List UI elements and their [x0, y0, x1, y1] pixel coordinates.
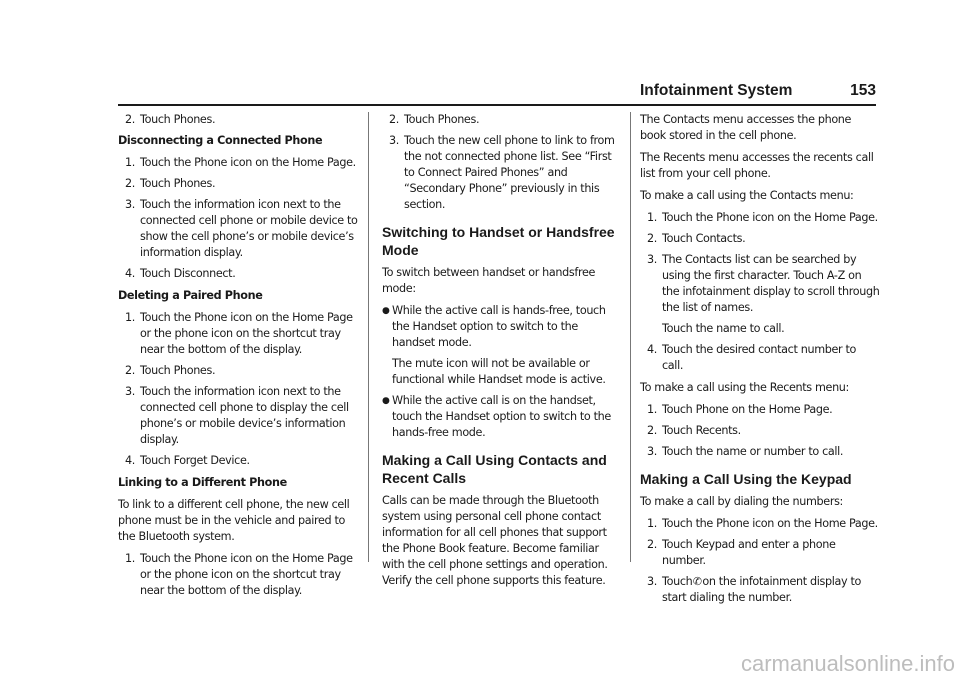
list-item: 2. Touch Contacts. — [647, 232, 746, 245]
list-item: 4. Touch Forget Device. — [125, 454, 250, 467]
section-title: Infotainment System — [640, 82, 793, 99]
list-item: 1. Touch the Phone icon on the Home Page or the phone icon on the shortcut tray near the bottom of the display. — [125, 552, 353, 597]
page-number: 153 — [850, 82, 876, 99]
heading-keypad: Making a Call Using the Keypad — [640, 471, 852, 487]
column-1 — [118, 112, 358, 605]
contacts-description: The Contacts menu accesses the phone book stored in the cell phone. — [640, 113, 852, 142]
list-item: 2. Touch Phones. — [389, 113, 480, 126]
list-item: 3. Touch the information icon next to the connected cell phone or mobile device to show the cell phone’s or mobile device’s information display. — [125, 198, 358, 259]
list-item: 2. Touch Phones. — [125, 364, 216, 377]
list-item: 2. Touch Recents. — [647, 424, 741, 437]
linking-intro: To link to a different cell phone, the new cell phone must be in the vehicle and paired to the Bluetooth system. — [118, 498, 350, 543]
list-item: 3. Touch✆on the infotainment display to start dialing the number. — [647, 575, 862, 604]
list-item: 3. The Contacts list can be searched by using the first character. Touch A-Z on the infotainment display to scroll through the list of names. Touch the name to call. — [647, 253, 880, 335]
subheading-delete: Deleting a Paired Phone — [118, 289, 263, 302]
bullet-icon: ● — [382, 306, 390, 316]
delete-steps — [118, 310, 358, 469]
recents-steps — [640, 402, 880, 460]
list-item: 2. Touch Phones. — [125, 113, 216, 126]
list-item: 1. Touch Phone on the Home Page. — [647, 403, 833, 416]
column-divider — [368, 112, 369, 562]
heading-switching: Switching to Handset or Handsfree Mode — [382, 224, 615, 258]
keypad-steps — [640, 516, 880, 606]
list-item: 2. Touch Phones. — [125, 177, 216, 190]
subheading-disconnect: Disconnecting a Connected Phone — [118, 134, 323, 147]
bullet-icon: ● — [382, 396, 390, 406]
disconnect-steps — [118, 155, 358, 282]
list-item: 3. Touch the name or number to call. — [647, 445, 844, 458]
list-item: 1. Touch the Phone icon on the Home Page or the phone icon on the shortcut tray near the bottom of the display. — [125, 311, 353, 356]
list-item: 4. Touch Disconnect. — [125, 267, 236, 280]
bullet-item: ● While the active call is on the handset, touch the Handset option to switch to the hands-free mode. — [382, 394, 611, 439]
subheading-linking: Linking to a Different Phone — [118, 476, 287, 489]
heading-making-call: Making a Call Using Contacts and Recent Calls — [382, 452, 607, 486]
list-item: 3. Touch the information icon next to the connected cell phone to display the cell phone’s or mobile device’s information display. — [125, 385, 349, 446]
column-2 — [382, 112, 620, 595]
column-3 — [640, 112, 880, 612]
list-item: 1. Touch the Phone icon on the Home Page. — [647, 211, 878, 224]
recents-description: The Recents menu accesses the recents call list from your cell phone. — [640, 151, 874, 180]
recents-intro: To make a call using the Recents menu: — [640, 381, 849, 394]
keypad-intro: To make a call by dialing the numbers: — [640, 495, 843, 508]
list-item: 4. Touch the desired contact number to call. — [647, 343, 857, 372]
list-item: 2. Touch Keypad and enter a phone number. — [647, 538, 836, 567]
switching-intro: To switch between handset or handsfree mode: — [382, 266, 596, 295]
contacts-note: Touch the name to call. — [662, 322, 785, 335]
linking-steps — [118, 551, 358, 599]
contacts-steps — [640, 210, 880, 374]
list-item: 1. Touch the Phone icon on the Home Page. — [647, 517, 878, 530]
header-rule — [118, 104, 876, 106]
list-item: 1. Touch the Phone icon on the Home Page. — [125, 156, 356, 169]
linking-steps-continued — [382, 112, 620, 213]
page-header — [640, 82, 876, 100]
column-divider — [630, 112, 631, 562]
list-item: 3. Touch the new cell phone to link to from the not connected phone list. See “First to Connect Paired Phones” and “Secondary Phone” previously in this section. — [389, 134, 615, 211]
contacts-intro: To make a call using the Contacts menu: — [640, 189, 854, 202]
making-call-body: Calls can be made through the Bluetooth system using personal cell phone contact information for all cell phones that support the Phone Book feature. Become familiar with the cell phone settings and operation. Verify the cell phone supports this feature. — [382, 494, 608, 587]
phone-icon: ✆ — [692, 575, 702, 588]
watermark: carmanualsonline.info — [740, 651, 955, 676]
bullet-item: ● While the active call is hands-free, touch the Handset option to switch to the handset mode. The mute icon will not be available or functional while Handset mode is active. — [382, 304, 606, 386]
